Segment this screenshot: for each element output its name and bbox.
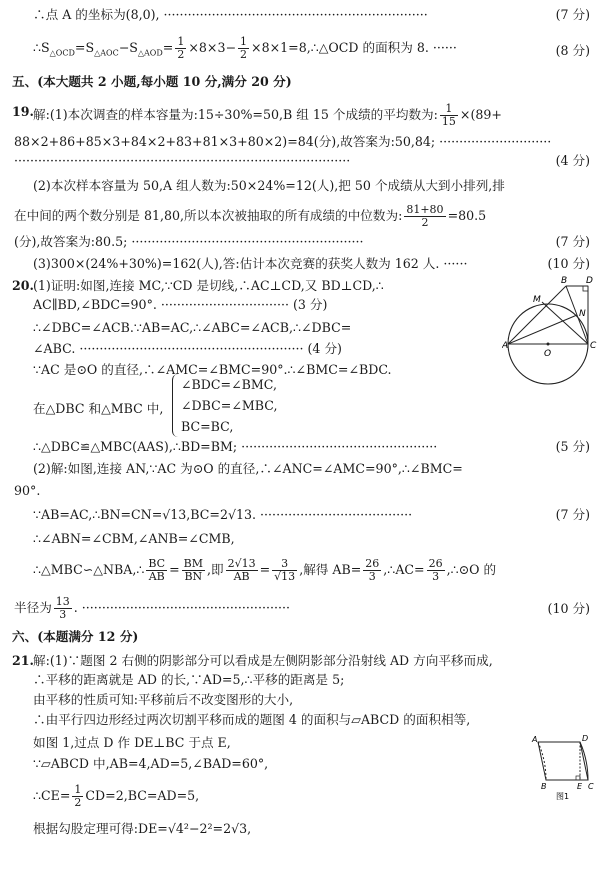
label-c: C	[590, 341, 597, 351]
q19-line: 解:(1)本次调查的样本容量为:15÷30%=50,B 组 15 个成绩的平均数为: $\frac{1}{15}$ ×(89+	[33, 103, 502, 128]
q19-line: (3)300×(24%+30%)=162(人),答:估计本次竞赛的获奖人数为 162 人. ······	[33, 256, 468, 271]
score: (4 分)	[555, 153, 590, 168]
score: (8 分)	[555, 43, 590, 58]
line-area-ocd: $\therefore S_{\triangle OCD}=S_{\triangle AOC}-S_{\triangle AOD}=$ $\frac{1}{2}$ ×8×3− $\frac{1}{2}$ ×8×1=8,∴△OCD 的面积为 8. ······	[33, 36, 457, 61]
label-e: E	[577, 782, 583, 791]
q20-line: ∴△MBC∽△NBA,∴ $\frac{BC}{AB}$ = $\frac{BM}{BN}$ ,即 $\frac{2√13}{AB}$ = $\frac{3}{√13}$ ,解得 AB= $\frac{26}{3}$ ,∴AC= $\frac{26}{3}$ ,∴⊙O 的	[33, 558, 497, 583]
fraction: $\frac{26}{3}$	[365, 558, 380, 583]
section-header: 六、(本题满分 12 分)	[12, 629, 139, 644]
brace-system	[172, 374, 277, 437]
brace-line: BC=BC,	[181, 419, 234, 434]
q19-line: (分),故答案为:80.5; ··························································	[14, 234, 364, 249]
q21-line: 如图 1,过点 D 作 DE⊥BC 于点 E,	[33, 735, 231, 750]
score: (7 分)	[555, 234, 590, 249]
label-o: O	[544, 349, 552, 359]
center-dot	[547, 343, 550, 346]
label-b: B	[561, 276, 568, 286]
brace-line: ∠BDC=∠BMC,	[181, 377, 277, 392]
question-number: 19.	[12, 104, 34, 119]
q20-line: ∵AB=AC,∴BN=CN=√13,BC=2√13. ······································	[33, 507, 413, 522]
q20-line: ∠ABC. ························································ (4 分)	[33, 341, 342, 356]
q20-line: 半径为 $\frac{13}{3}$ . ····················································	[14, 596, 290, 621]
q21-line: ∵▱ABCD 中,AB=4,AD=5,∠BAD=60°,	[33, 756, 269, 771]
score: (10 分)	[547, 256, 590, 271]
q20-line: ∵AC 是⊙O 的直径,∴∠AMC=∠BMC=90°.∴∠BMC=∠BDC.	[33, 362, 392, 377]
fraction: $\frac{13}{3}$	[55, 596, 70, 621]
q20-line: ∴∠DBC=∠ACB.∵AB=AC,∴∠ABC=∠ACB,∴∠DBC=	[33, 320, 352, 335]
label-d: D	[582, 734, 589, 743]
question-number: 21.	[12, 653, 34, 668]
parallelogram-figure	[526, 730, 598, 802]
circle-figure	[502, 272, 602, 392]
score: (7 分)	[555, 7, 590, 22]
q19-line: 在中间的两个数分别是 81,80,所以本次被抽取的所有成绩的中位数为: $\frac{81+80}{2}$ =80.5	[14, 204, 487, 229]
q20-line: 在△DBC 和△MBC 中,	[33, 401, 164, 416]
q20-line: (2)解:如图,连接 AN,∵AC 为⊙O 的直径,∴∠ANC=∠AMC=90°,∴∠BMC=	[33, 461, 463, 476]
label-n: N	[579, 309, 586, 319]
q20-line: AC∥BD,∠BDC=90°. ································ (3 分)	[33, 297, 328, 312]
q19-line: (2)本次样本容量为 50,A 组人数为:50×24%=12(人),把 50 个成绩从大到小排列,排	[33, 178, 505, 193]
q20-line: 90°.	[14, 483, 41, 498]
q21-line: 解:(1)∵题图 2 右侧的阴影部分可以看成是左侧阴影部分沿射线 AD 方向平移而成,	[33, 653, 493, 668]
q20-line: (1)证明:如图,连接 MC,∵CD 是切线,∴AC⊥CD,又 BD⊥CD,∴	[33, 278, 384, 293]
q20-line: ∴∠ABN=∠CBM,∠ANB=∠CMB,	[33, 531, 235, 546]
segment-an	[508, 315, 577, 344]
label-c: C	[588, 782, 594, 791]
label-a: A	[502, 341, 509, 351]
q21-line: ∴平移的距离就是 AD 的长,∵AD=5,∴平移的距离是 5;	[33, 672, 345, 687]
q21-line: 根据勾股定理可得:DE=√4²−2²=2√3,	[33, 821, 252, 836]
score: (5 分)	[555, 439, 590, 454]
fraction: $\frac{BM}{BN}$	[183, 558, 203, 583]
leader-dots: ····················································································	[14, 153, 351, 168]
figure-caption: 图1	[556, 792, 570, 801]
q19-line: 88×2+86+85×3+84×2+83+81×3+80×2)=84(分),故答案为:50,84; ····························	[14, 134, 552, 149]
right-angle-mark	[583, 286, 588, 291]
label-b: B	[541, 782, 547, 791]
fraction: $\frac{BC}{AB}$	[148, 558, 166, 583]
label-m: M	[533, 295, 541, 305]
section-header: 五、(本大题共 2 小题,每小题 10 分,满分 20 分)	[12, 74, 292, 89]
fraction: $\frac{81+80}{2}$	[406, 204, 444, 229]
score: (10 分)	[547, 601, 590, 616]
fraction: $\frac{1}{15}$	[441, 103, 456, 128]
fraction: $\frac{3}{√13}$	[274, 558, 296, 583]
right-angle-mark	[576, 776, 580, 780]
q21-line: ∴由平行四边形经过两次切割平移而成的题图 4 的面积与▱ABCD 的面积相等,	[33, 712, 471, 727]
fraction-half: $\frac{1}{2}$	[177, 36, 185, 61]
label-d: D	[586, 276, 593, 286]
fraction-half: $\frac{1}{2}$	[74, 783, 82, 809]
q21-line: ∴CE= $\frac{1}{2}$ CD=2,BC=AD=5,	[33, 783, 200, 809]
leader-dots: ··································································	[163, 7, 428, 22]
score: (7 分)	[555, 507, 590, 522]
brace-line: ∠DBC=∠MBC,	[181, 398, 278, 413]
q21-line: 由平移的性质可知:平移前后不改变图形的大小,	[33, 692, 294, 707]
fraction-half: $\frac{1}{2}$	[240, 36, 248, 61]
question-number: 20.	[12, 278, 34, 293]
fraction: $\frac{26}{3}$	[428, 558, 443, 583]
line-point-a: ∴点 A 的坐标为(8,0), ··································································	[33, 7, 428, 22]
label-a: A	[532, 735, 538, 744]
fraction: $\frac{2√13}{AB}$	[227, 558, 256, 583]
q20-line: ∴△DBC≌△MBC(AAS),∴BD=BM; ·················································	[33, 439, 438, 454]
